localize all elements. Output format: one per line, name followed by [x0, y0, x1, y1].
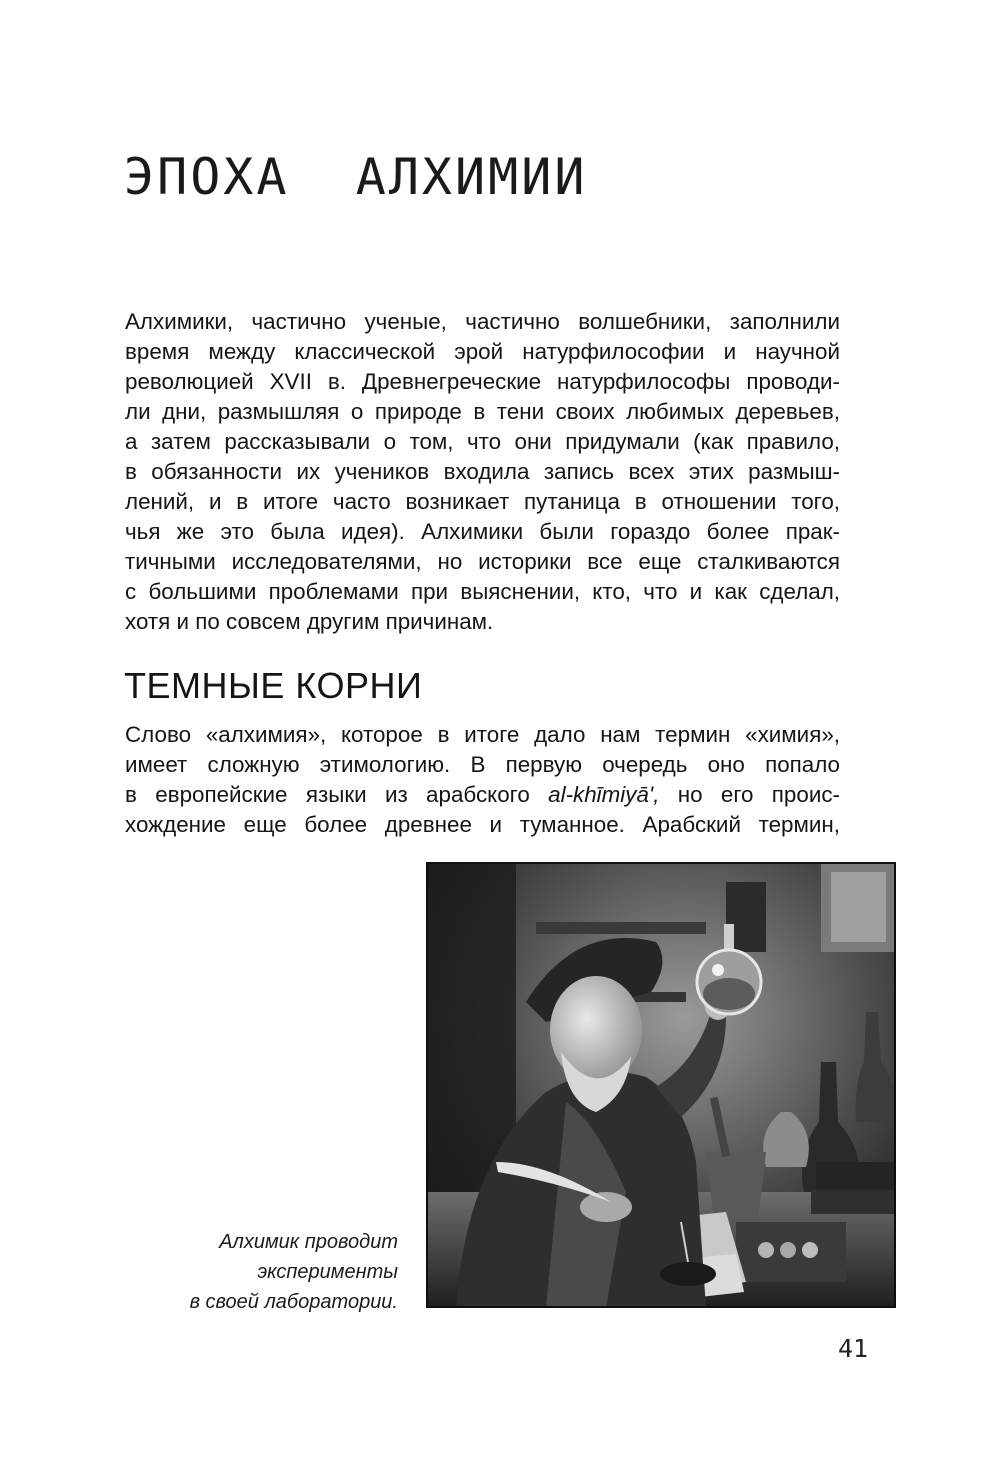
text-segment: но его проис- [659, 782, 840, 807]
text-line: имеет сложную этимологию. В первую очередь оно попало [125, 752, 840, 777]
painting-illustration [426, 862, 896, 1308]
caption-line: в своей лаборатории. [189, 1291, 398, 1313]
text-line: в обязанности их учеников входила запись всех этих размыш- [125, 459, 840, 484]
text-line: тичными исследователями, но историки все еще сталкиваются [125, 549, 840, 574]
text-line: хождение еще более древнее и туманное. Арабский термин, [125, 812, 840, 837]
text-line: а затем рассказывали о том, что они придумали (как правило, [125, 429, 840, 454]
text-line: Слово «алхимия», которое в итоге дало нам термин «химия», [125, 722, 840, 747]
intro-paragraph [125, 307, 840, 637]
text-line: лений, и в итоге часто возникает путаница в отношении того, [125, 489, 840, 514]
text-line: ли дни, размышляя о природе в тени своих любимых деревьев, [125, 399, 840, 424]
figure-caption [190, 1227, 398, 1317]
section-heading: ТЕМНЫЕ КОРНИ [124, 665, 423, 706]
text-line: революцией XVII в. Древнегреческие натурфилософы проводи- [125, 369, 840, 394]
text-line: время между классической эрой натурфилософии и научной [125, 339, 840, 364]
section-paragraph [125, 720, 840, 840]
text-line [125, 780, 840, 810]
chapter-title: ЭПОХА АЛХИМИИ [124, 148, 588, 206]
alchemist-painting [426, 862, 896, 1308]
text-line: с большими проблемами при выяснении, кто, что и как сделал, [125, 579, 840, 604]
text-line: Алхимики, частично ученые, частично волшебники, заполнили [125, 309, 840, 334]
text-line: чья же это была идея). Алхимики были гораздо более прак- [125, 519, 840, 544]
caption-line: эксперименты [257, 1261, 398, 1283]
caption-line: Алхимик проводит [219, 1231, 398, 1253]
text-segment: в европейские языки из арабского [125, 782, 549, 807]
page-number: 41 [838, 1334, 869, 1363]
text-line: хотя и по совсем другим причинам. [125, 609, 494, 634]
arabic-term: al-khīmiyā', [548, 782, 660, 807]
